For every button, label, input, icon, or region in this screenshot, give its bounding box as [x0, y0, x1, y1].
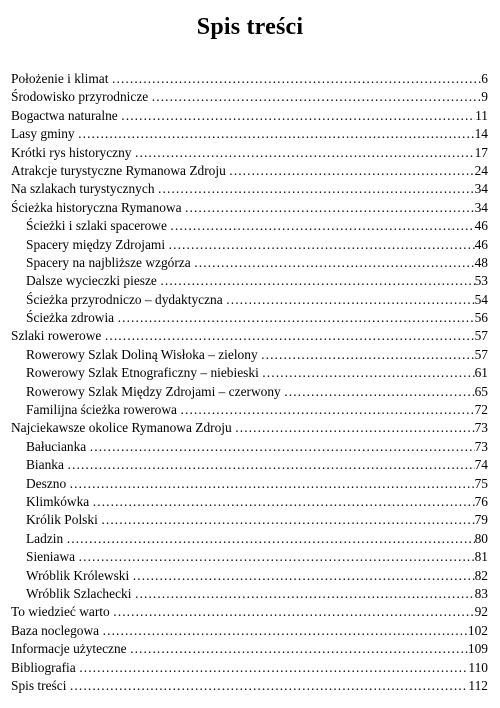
- toc-entry-page: 46: [474, 218, 488, 234]
- toc-dot-leader: [113, 603, 475, 621]
- toc-entry-page: 17: [474, 144, 488, 160]
- toc-entry-page: 14: [474, 126, 488, 142]
- toc-entry: [11, 401, 488, 419]
- toc-entry-label: Sieniawa: [26, 549, 76, 565]
- toc-dot-leader: [130, 640, 468, 658]
- toc-entry-page: 80: [474, 530, 488, 546]
- toc-entry: [11, 585, 488, 603]
- toc-entry-label: Najciekawsze okolice Rymanowa Zdroju: [11, 420, 232, 436]
- toc-entry-page: 102: [467, 622, 488, 638]
- toc-entry: [11, 530, 488, 548]
- toc-entry-page: 6: [481, 71, 488, 86]
- toc-entry-page: 81: [474, 549, 488, 565]
- toc-entry-label: Szlaki rowerowe: [11, 328, 102, 344]
- toc-entry-label: Ladzin: [26, 530, 64, 546]
- toc-entry-label: Bogactwa naturalne: [11, 107, 118, 123]
- toc-entry-label: Ścieżka zdrowia: [26, 310, 115, 326]
- toc-entry: [11, 162, 488, 180]
- toc-dot-leader: [226, 291, 475, 309]
- toc-entry-label: Deszno: [26, 475, 67, 491]
- toc-dot-leader: [78, 548, 475, 566]
- toc-entry-label: Królik Polski: [26, 512, 98, 528]
- toc-entry-page: 83: [474, 585, 488, 601]
- toc-dot-leader: [121, 107, 475, 125]
- toc-dot-leader: [117, 309, 474, 327]
- toc-dot-leader: [185, 199, 475, 217]
- toc-dot-leader: [235, 419, 475, 437]
- toc-entry-page: 57: [474, 328, 488, 344]
- toc-entry: [11, 383, 488, 401]
- toc-entry-page: 79: [474, 512, 488, 528]
- toc-entry: [11, 456, 488, 474]
- toc-entry-label: Spacery na najbliższe wzgórza: [26, 254, 191, 270]
- toc-entry-label: To wiedzieć warto: [11, 604, 110, 620]
- toc-dot-leader: [78, 125, 475, 143]
- toc-dot-leader: [111, 70, 481, 88]
- toc-entry-page: 73: [474, 420, 488, 436]
- toc-entry: [11, 236, 488, 254]
- toc-entry: [11, 327, 488, 345]
- toc-entry-label: Środowisko przyrodnicze: [11, 89, 149, 105]
- toc-entry: [11, 70, 488, 88]
- toc-dot-leader: [151, 88, 481, 106]
- toc-entry-page: 112: [468, 677, 488, 693]
- toc-entry-label: Bianka: [26, 457, 64, 473]
- toc-dot-leader: [101, 511, 475, 529]
- toc-entry-page: 46: [474, 236, 488, 252]
- toc-entry: [11, 475, 488, 493]
- toc-dot-leader: [89, 438, 474, 456]
- toc-dot-leader: [67, 456, 475, 474]
- toc-entry-page: 24: [474, 162, 488, 178]
- toc-entry-label: Położenie i klimat: [11, 71, 109, 86]
- toc-entry: [11, 364, 488, 382]
- toc-entry-label: Na szlakach turystycznych: [11, 181, 155, 197]
- toc-entry: [11, 511, 488, 529]
- toc-entry-label: Spis treści: [11, 677, 67, 693]
- toc-entry-page: 53: [474, 273, 488, 289]
- toc-dot-leader: [135, 144, 475, 162]
- toc-entry-label: Informacje użyteczne: [11, 641, 127, 657]
- toc-entry: [11, 677, 488, 695]
- toc-entry-label: Rowerowy Szlak Między Zdrojami – czerwony: [26, 383, 281, 399]
- toc-entry-label: Klimkówka: [26, 493, 90, 509]
- toc-dot-leader: [134, 585, 474, 603]
- toc-entry-page: 110: [468, 659, 488, 675]
- toc-entry-page: 57: [474, 346, 488, 362]
- toc-entry-page: 65: [474, 383, 488, 399]
- toc-entry-label: Atrakcje turystyczne Rymanowa Zdroju: [11, 162, 226, 178]
- toc-dot-leader: [168, 236, 475, 254]
- toc-entry: [11, 199, 488, 217]
- toc-dot-leader: [102, 622, 468, 640]
- toc-entry: [11, 640, 488, 658]
- toc-dot-leader: [229, 162, 475, 180]
- toc-entry-page: 109: [467, 641, 488, 657]
- toc-entry: [11, 548, 488, 566]
- toc-entry-label: Bałucianka: [26, 438, 87, 454]
- toc-dot-leader: [284, 383, 475, 401]
- toc-dot-leader: [132, 567, 474, 585]
- toc-dot-leader: [79, 659, 469, 677]
- toc-entry: [11, 144, 488, 162]
- toc-dot-leader: [158, 180, 475, 198]
- toc-entry-page: 48: [474, 254, 488, 270]
- toc-entry: [11, 419, 488, 437]
- toc-entry-page: 34: [474, 181, 488, 197]
- toc-entry-page: 34: [474, 199, 488, 215]
- toc-entry-label: Ścieżka historyczna Rymanowa: [11, 199, 182, 215]
- toc-entry: [11, 217, 488, 235]
- toc-entry-label: Rowerowy Szlak Etnograficzny – niebieski: [26, 365, 259, 381]
- toc-entry: [11, 125, 488, 143]
- toc-entry-label: Rowerowy Szlak Doliną Wisłoka – zielony: [26, 346, 258, 362]
- page-title: Spis treści: [196, 14, 304, 40]
- toc-entry-page: 54: [474, 291, 488, 307]
- toc-entry-page: 74: [474, 457, 488, 473]
- toc-entry: [11, 622, 488, 640]
- toc-entry: [11, 272, 488, 290]
- toc-dot-leader: [194, 254, 475, 272]
- toc-entry-page: 75: [474, 475, 488, 491]
- toc-dot-leader: [180, 401, 475, 419]
- toc-entry: [11, 659, 488, 677]
- toc-entry: [11, 438, 488, 456]
- toc-entry-page: 61: [474, 365, 488, 381]
- toc-dot-leader: [170, 217, 475, 235]
- toc-entry-page: 76: [474, 493, 488, 509]
- toc-entry-page: 73: [474, 438, 488, 454]
- toc-entry-label: Bibliografia: [11, 659, 76, 675]
- toc-entry-label: Familijna ścieżka rowerowa: [26, 402, 177, 418]
- toc-entry-page: 56: [474, 310, 488, 326]
- toc-entry-label: Baza noclegowa: [11, 622, 100, 638]
- toc-entry: [11, 346, 488, 364]
- toc-dot-leader: [92, 493, 474, 511]
- toc-entry: [11, 88, 488, 106]
- toc-entry: [11, 567, 488, 585]
- toc-entry-label: Spacery między Zdrojami: [26, 236, 166, 252]
- toc-entry: [11, 493, 488, 511]
- toc-dot-leader: [261, 346, 475, 364]
- toc-dot-leader: [69, 677, 468, 695]
- toc-entry-page: 11: [475, 107, 488, 123]
- toc-entry-page: 72: [474, 402, 488, 418]
- toc-entry-page: 82: [474, 567, 488, 583]
- toc-entry: [11, 291, 488, 309]
- toc-dot-leader: [262, 364, 475, 382]
- toc-entry-label: Ścieżka przyrodniczo – dydaktyczna: [26, 291, 223, 307]
- toc-dot-leader: [66, 530, 474, 548]
- toc-entry-page: 9: [481, 89, 488, 105]
- toc-entry: [11, 180, 488, 198]
- table-of-contents: [11, 70, 488, 695]
- toc-entry: [11, 309, 488, 327]
- toc-entry: [11, 254, 488, 272]
- toc-entry-label: Ścieżki i szlaki spacerowe: [26, 218, 167, 234]
- toc-entry-page: 92: [474, 604, 488, 620]
- toc-entry-label: Wróblik Szlachecki: [26, 585, 132, 601]
- toc-entry: [11, 603, 488, 621]
- toc-dot-leader: [160, 272, 475, 290]
- toc-entry-label: Wróblik Królewski: [26, 567, 130, 583]
- toc-entry: [11, 107, 488, 125]
- toc-dot-leader: [104, 327, 474, 345]
- toc-dot-leader: [69, 475, 474, 493]
- toc-entry-label: Lasy gminy: [11, 126, 75, 142]
- toc-entry-label: Dalsze wycieczki piesze: [26, 273, 157, 289]
- toc-entry-label: Krótki rys historyczny: [11, 144, 132, 160]
